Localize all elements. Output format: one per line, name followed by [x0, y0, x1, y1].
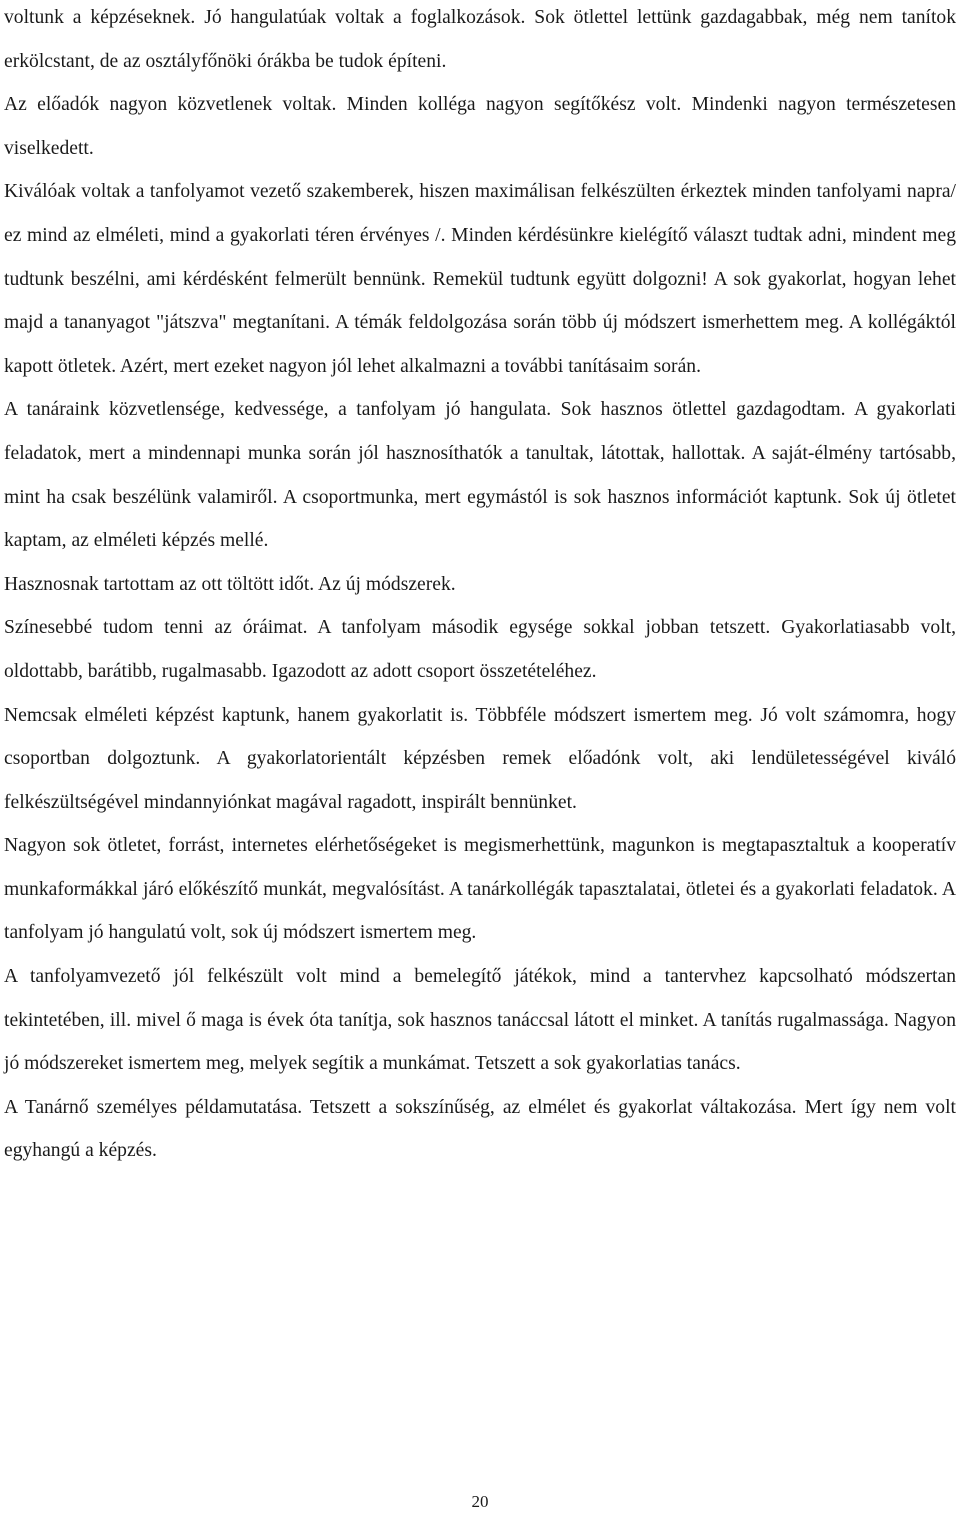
paragraph: Az előadók nagyon közvetlenek voltak. Minden kolléga nagyon segítőkész volt. Mindenki nagyon természetesen viselkedett. — [4, 94, 956, 159]
paragraph: Kiválóak voltak a tanfolyamot vezető szakemberek, hiszen maximálisan felkészülten érkeztek minden tanfolyami napra/ ez mind az elméleti, mind a gyakorlati téren érvényes /. Minden kérdésünkre kielégítő választ tudtak adni, mindent meg tudtunk beszélni, ami kérdésként felmerült bennünk. Remekül tudtunk együtt dolgozni! A sok gyakorlat, hogyan lehet majd a tananyagot "játszva" megtanítani. A témák feldolgozása során több új módszert ismerhettem meg. A kollégáktól kapott ötletek. Azért, mert ezeket nagyon jól lehet alkalmazni a további tanításaim során. — [4, 181, 956, 377]
paragraph: A tanfolyamvezető jól felkészült volt mind a bemelegítő játékok, mind a tantervhez kapcsolható módszertan tekintetében, ill. mivel ő maga is évek óta tanítja, sok hasznos tanáccsal látott el minket. A tanítás rugalmassága. Nagyon jó módszereket ismertem meg, melyek segítik a munkámat. Tetszett a sok gyakorlatias tanács. — [4, 966, 956, 1075]
paragraph: Színesebbé tudom tenni az óráimat. A tanfolyam második egysége sokkal jobban tetszett. Gyakorlatiasabb volt, oldottabb, barátibb, rugalmasabb. Igazodott az adott csoport összetételéhez. — [4, 617, 956, 682]
document-page — [4, 0, 956, 1173]
paragraph: voltunk a képzéseknek. Jó hangulatúak voltak a foglalkozások. Sok ötlettel lettünk gazdagabbak, még nem tanítok erkölcstant, de az osztályfőnöki órákba be tudok építeni. — [4, 7, 956, 72]
paragraph: Hasznosnak tartottam az ott töltött időt. Az új módszerek. — [4, 573, 456, 595]
paragraph: Nemcsak elméleti képzést kaptunk, hanem gyakorlatit is. Többféle módszert ismertem meg. Jó volt számomra, hogy csoportban dolgoztunk. A gyakorlatorientált képzésben remek előadónk volt, aki lendületességével kiváló felkészültségével mindannyiónkat magával ragadott, inspirált bennünket. — [4, 704, 956, 813]
paragraph: Nagyon sok ötletet, forrást, internetes elérhetőségeket is megismerhettünk, magunkon is megtapasztaltuk a kooperatív munkaformákkal járó előkészítő munkát, megvalósítást. A tanárkollégák tapasztalatai, ötletei és a gyakorlati feladatok. A tanfolyam jó hangulatú volt, sok új módszert ismertem meg. — [4, 835, 956, 944]
paragraph: A Tanárnő személyes példamutatása. Tetszett a sokszínűség, az elmélet és gyakorlat váltakozása. Mert így nem volt egyhangú a képzés. — [4, 1096, 956, 1162]
paragraph: A tanáraink közvetlensége, kedvessége, a tanfolyam jó hangulata. Sok hasznos ötlettel gazdagodtam. A gyakorlati feladatok, mert a mindennapi munka során jól hasznosíthatók a tanultak, látottak, hallottak. A saját-élmény tartósabb, mint ha csak beszélünk valamiről. A csoportmunka, mert egymástól is sok hasznos információt kaptunk. Sok új ötletet kaptam, az elméleti képzés mellé. — [4, 399, 956, 552]
page-number: 20 — [471, 1492, 489, 1511]
